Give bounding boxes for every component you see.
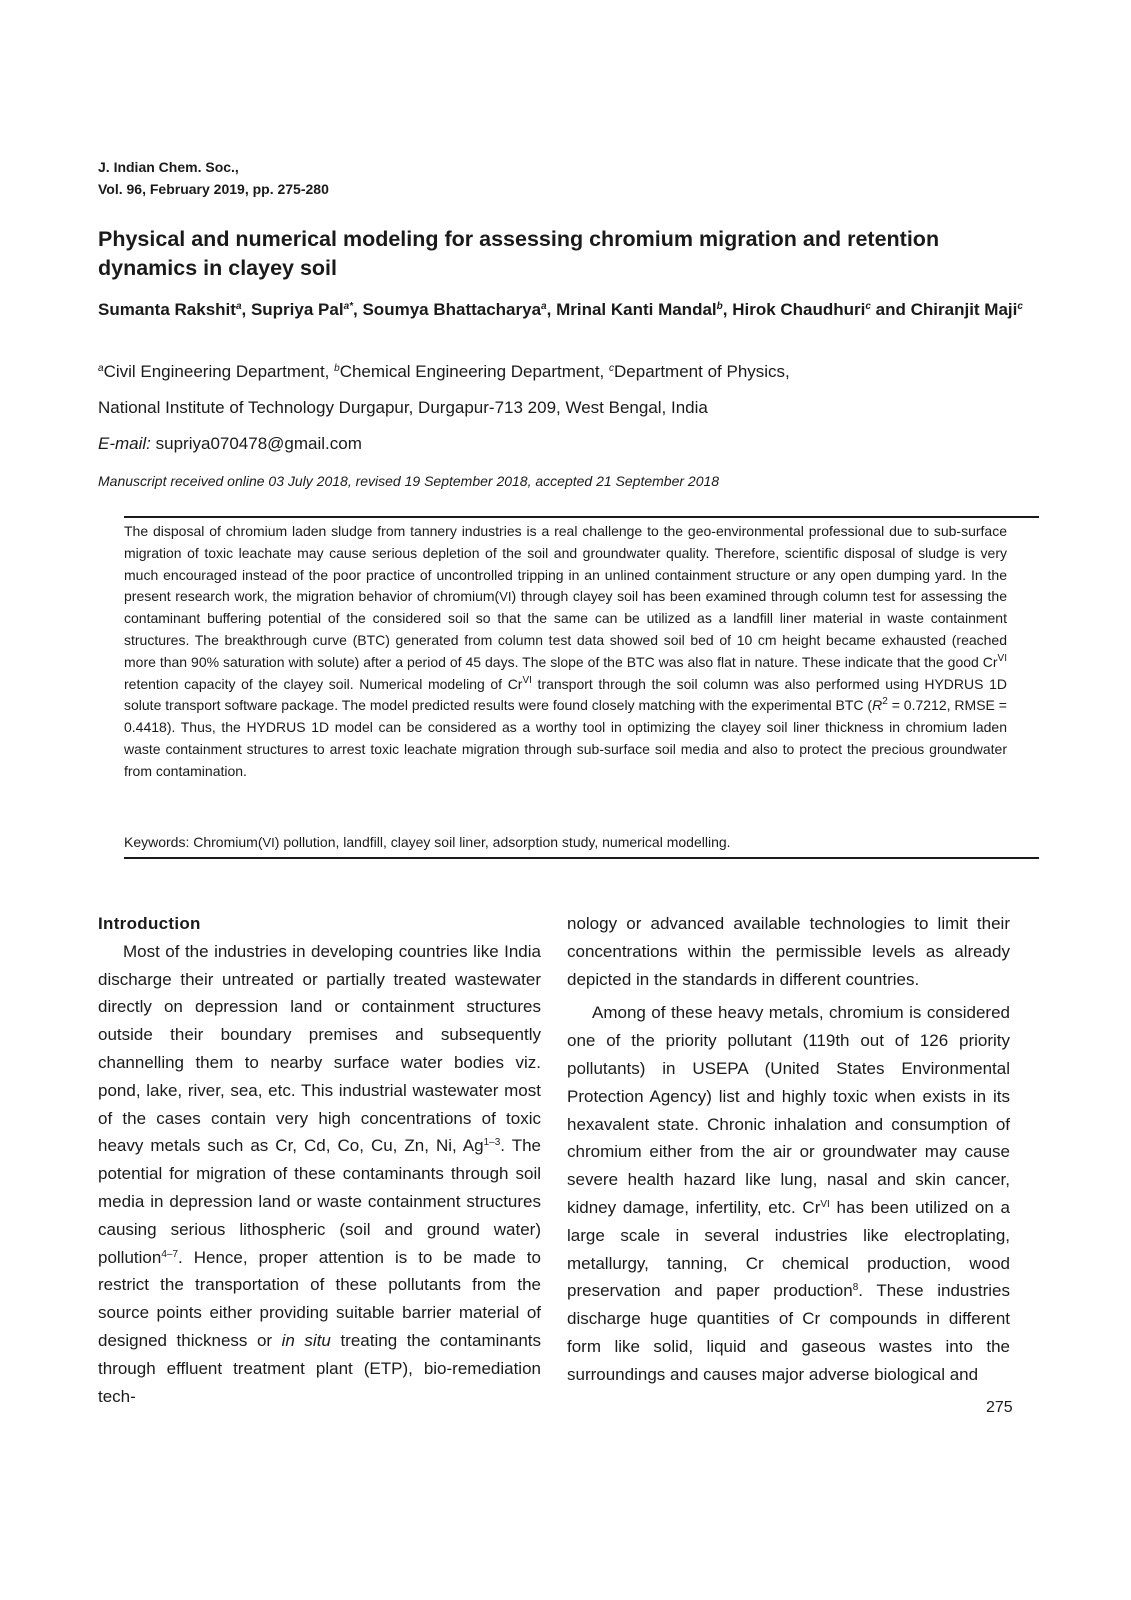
keywords-text: Keywords: Chromium( <box>124 834 263 850</box>
section-heading: Introduction <box>98 914 201 933</box>
paper-title: Physical and numerical modeling for assessing chromium migration and retention dynamics in clayey soil <box>98 227 940 280</box>
author-affil-mark: b <box>716 301 723 312</box>
author-name: Hirok Chaudhuri <box>732 300 866 319</box>
abstract-text: VI <box>499 589 512 605</box>
keywords-text: VI <box>262 835 275 850</box>
body-column-left <box>98 910 541 1410</box>
author-affil-mark: c <box>865 301 871 312</box>
body-text: has been utilized on a large scale in several industries like electroplating, metallurgy, tanning, Cr chemical production, wood preservation and paper production <box>567 1197 1010 1301</box>
body-text: . Hence, proper attention is to be made to restrict the transportation of these pollutants from the source points either providing suitable barrier material of designed thickness or <box>98 1247 541 1350</box>
author-affil-mark: a <box>541 301 547 312</box>
affil-mark-a: a <box>98 363 104 374</box>
body-paragraph <box>98 938 541 1411</box>
body-column-right <box>567 910 1010 1389</box>
affil-mark-c: c <box>609 363 615 374</box>
author-affil-mark: a* <box>343 301 354 312</box>
keywords <box>124 832 1007 853</box>
citation-ref: 8 <box>852 1282 859 1294</box>
affil-dept-c: Department of Physics, <box>614 362 790 381</box>
journal-citation <box>98 156 329 200</box>
abstract-text: ) through clayey soil has been examined through column test for assessing the contaminant buffering potential of the considered soil so that the same can be utilized as a landfill liner material in waste containment structures. The breakthrough curve (BTC) generated from column test data showed soil bed of 10 cm height became exhausted (reached more than 90% saturation with solute) after a period of 45 days. The slope of the BTC was also flat in nature. These indicate that the good Cr <box>124 588 1007 670</box>
body-text-italic: in situ <box>281 1330 331 1350</box>
journal-volume: Vol. 96, February 2019, pp. 275-280 <box>98 181 329 197</box>
affil-dept-a: Civil Engineering Department, <box>103 362 330 381</box>
email-label: E-mail: <box>98 434 151 453</box>
manuscript-dates: Manuscript received online 03 July 2018, revised 19 September 2018, accepted 21 September 2018 <box>98 473 720 489</box>
keywords-text: ) pollution, landfill, clayey soil liner, adsorption study, numerical modelling. <box>274 834 731 850</box>
email-line <box>98 433 362 455</box>
author-affil-mark: a <box>235 301 242 312</box>
body-text: Among of these heavy metals, chromium is considered one of the priority pollutant (119th out of 126 priority pollutants) in USEPA (United States Environmental Protection Agency) list and highly toxic when exists in its hexavalent state. Chronic inhalation and consumption of chromium either from the air or groundwater may cause severe health hazard like lung, nasal and skin cancer, kidney damage, infertility, etc. Cr <box>567 1003 1010 1217</box>
author-conjunction: and <box>875 300 906 319</box>
page-number: 275 <box>986 1399 1013 1416</box>
abstract-text: R <box>872 697 883 714</box>
body-text: treating the contaminants through effluent treatment plant (ETP), bio-remediation tech- <box>98 1330 541 1406</box>
affil-mark-b: b <box>334 363 340 374</box>
body-paragraph <box>567 910 1010 993</box>
journal-name: J. Indian Chem. Soc., <box>98 159 239 175</box>
abstract <box>124 521 1007 783</box>
body-text: nology or advanced available technologies to limit their concentrations within the permissible levels as already depicted in the standards in different countries. <box>567 914 1010 989</box>
affil-dept-b: Chemical Engineering Department, <box>339 362 605 381</box>
author-name: Mrinal Kanti Mandal <box>556 300 717 319</box>
abstract-sup: VI <box>522 674 532 686</box>
email-address[interactable]: supriya070478@gmail.com <box>155 434 362 453</box>
author-name: Supriya Pal <box>250 300 344 319</box>
affiliation-departments <box>98 361 790 383</box>
citation-ref: 4–7 <box>161 1248 179 1260</box>
abstract-text: retention capacity of the clayey soil. Numerical modeling of Cr <box>124 675 523 692</box>
author-list: Sumanta Rakshit$^a$, Supriya Pal$^{a*}$, Soumya Bhattacharya$^a$, Mrinal Kanti Mandal$^b$, Hirok Chaudhuri$^c$ and Chiranjit Maji$^c$ <box>98 300 1023 319</box>
abstract-sup: 2 <box>882 696 888 708</box>
abstract-text: = 0.7212, RMSE = 0.4418). Thus, the HYDRUS 1D model can be considered as a worthy tool in optimizing the clayey soil liner thickness in chromium laden waste containment structures to arrest toxic leachate migration through sub-surface soil media and also to protect the precious groundwater from contamination. <box>124 697 1007 779</box>
author-name: Sumanta Rakshit <box>98 300 236 319</box>
citation-ref: 1–3 <box>483 1137 501 1149</box>
body-text: Most of the industries in developing countries like India discharge their untreated or partially treated wastewater directly on depression land or containment structures outside their boundary premises and subsequently channelling them to nearby surface water bodies viz. pond, lake, river, sea, etc. This industrial wastewater most of the cases contain very high concentrations of toxic heavy metals such as Cr, Cd, Co, Cu, Zn, Ni, Ag <box>98 941 541 1156</box>
body-sup: VI <box>820 1198 830 1210</box>
author-name: Chiranjit Maji <box>910 300 1018 319</box>
abstract-text: transport through the soil column was also performed using HYDRUS 1D solute transport software package. The model predicted results were found closely matching with the experimental BTC ( <box>124 675 1008 714</box>
abstract-bottom-rule <box>124 857 1039 859</box>
abstract-text: The disposal of chromium laden sludge from tannery industries is a real challenge to the geo-environmental professional due to sub-surface migration of toxic leachate may cause serious depletion of the soil and groundwater quality. Therefore, scientific disposal of sludge is very much encouraged instead of the poor practice of uncontrolled tripping in an unlined containment structure or any open dumping yard. In the present research work, the migration behavior of chromium( <box>124 523 1007 605</box>
author-name: Soumya Bhattacharya <box>362 300 542 319</box>
abstract-sup: VI <box>997 652 1007 664</box>
body-paragraph <box>567 999 1010 1388</box>
abstract-top-rule <box>124 516 1039 518</box>
affiliation-institute: National Institute of Technology Durgapur, Durgapur-713 209, West Bengal, India <box>98 398 708 417</box>
author-affil-mark: c <box>1017 301 1023 312</box>
body-text: . The potential for migration of these contaminants through soil media in depression land or waste containment structures causing serious lithospheric (soil and ground water) pollution <box>98 1136 542 1267</box>
body-text: . These industries discharge huge quantities of Cr compounds in different form like solid, liquid and gaseous wastes into the surroundings and causes major adverse biological and <box>567 1281 1010 1384</box>
